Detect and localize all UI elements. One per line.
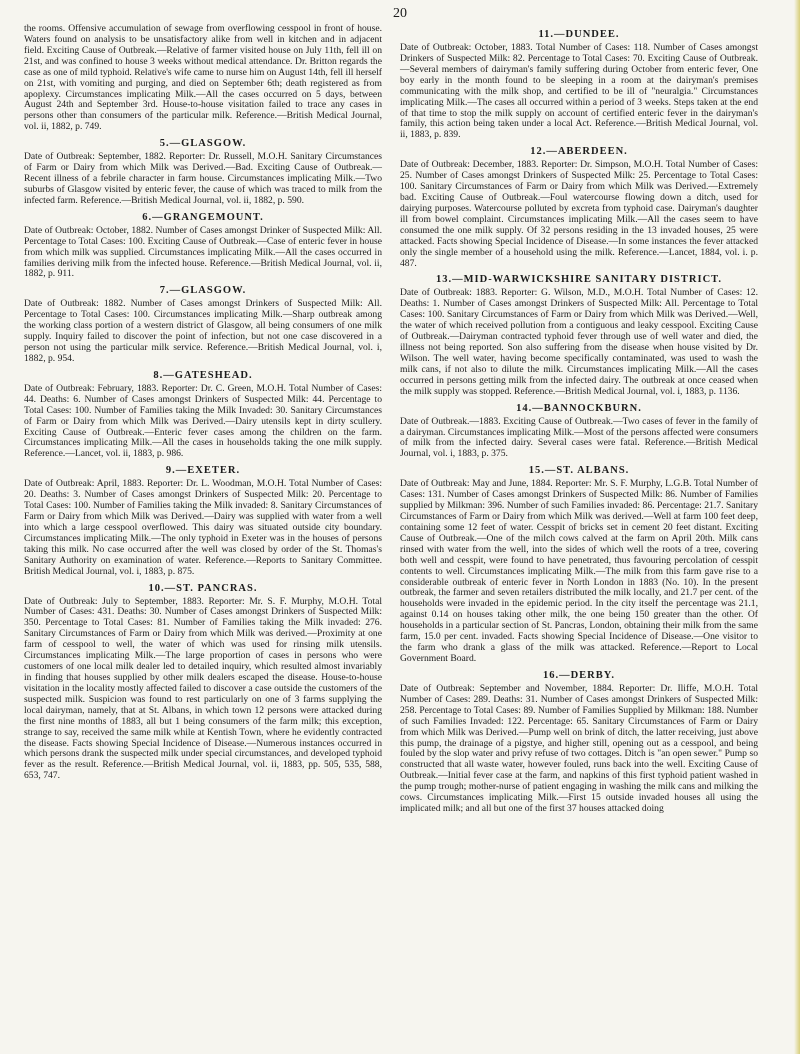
entry-heading: 8.—GATESHEAD. — [153, 369, 253, 381]
entry-exeter — [24, 465, 382, 577]
entry-glasgow-1882-sep — [24, 138, 382, 207]
entry-body: Date of Outbreak: December, 1883. Reporter: Dr. Simpson, M.O.H. Total Number of Cases: 25. Number of Cases amongst Drinkers of Suspected Milk: 25. Percentage to Total Cases: 100. Sanitary Circumstances of Farm or Dairy from which Milk was Derived.—Extremely bad. Exciting Cause of Outbreak.—Foul watercourse flowing down a ditch, used for dairying purposes. Watercourse polluted by excreta from typhoid case. Dairyman's daughter ill from bowel complaint. Circumstances implicating Milk.—All the cases seem to have consumed the one milk supply. Of 32 persons residing in the 13 invaded houses, 25 were attacked. Facts showing Special Incidence of Disease.—In some instances the fever attacked only the single member of a household using the milk. Reference.—Lancet, 1884, vol. i. p. 487. — [400, 159, 758, 269]
entry-body: Date of Outbreak: 1882. Number of Cases amongst Drinkers of Suspected Milk: All. Percentage to Total Cases: 100. Circumstances implicating Milk.—Sharp outbreak among the working class portion of a western district of Glasgow, all being consumers of one milk supply. Inquiry failed to discover the point of infection, but not one case discovered in a person not using the particular milk service. Reference.—British Medical Journal, vol. i, 1882, p. 954. — [24, 298, 382, 364]
page-number: 20 — [393, 6, 407, 21]
entry-heading: 14.—BANNOCKBURN. — [516, 402, 642, 414]
entry-heading: 13.—MID-WARWICKSHIRE SANITARY DISTRICT. — [435, 274, 723, 286]
entry-heading: 16.—DERBY. — [542, 669, 616, 681]
entry-grangemount — [24, 212, 382, 281]
entry-st-pancras — [24, 583, 382, 783]
entry-body: Date of Outbreak: 1883. Reporter: G. Wilson, M.D., M.O.H. Total Number of Cases: 12. Deaths: 1. Number of Cases amongst Drinkers of Suspected Milk: All. Percentage to Total Cases: 100. Sanitary Circumstances of Farm or Dairy from which Milk was Derived.—Well, the water of which received pollution from a contiguous and leaky cesspool. Exciting Cause of Outbreak.—Dairyman contracted typhoid fever through use of well water and died, the illness not being reported. Son also suffering from the disease when house visited by Dr. Wilson. The well water, having become specifically contaminated, was used to wash the milk cans, if not also to dilute the milk. Circumstances implicating Milk.—All the cases occurred in persons getting milk from the infected dairy. The outbreak at once ceased when the milk supply was stopped. Reference.—British Medical Journal, vol. i, 1883, p. 1136. — [400, 287, 758, 397]
entry-dundee — [400, 29, 758, 141]
entry-body: Date of Outbreak: September, 1882. Reporter: Dr. Russell, M.O.H. Sanitary Circumstances of Farm or Dairy from which Milk was Derived.—Bad. Exciting Cause of Outbreak.—Recent illness of a febrile character in farm house. Circumstances implicating Milk.—Two suburbs of Glasgow visited by enteric fever, the cause of which was traced to milk from the infected farm. Reference.—British Medical Journal, vol. ii, 1882, p. 590. — [24, 151, 382, 206]
entry-st-albans — [400, 465, 758, 665]
entry-gateshead — [24, 370, 382, 460]
entry-aberdeen — [400, 146, 758, 269]
entry-body: Date of Outbreak: April, 1883. Reporter: Dr. L. Woodman, M.O.H. Total Number of Cases: 20. Deaths: 3. Number of Cases amongst Drinkers of Suspected Milk: 20. Percentage to Total Cases: 100. Number of Families taking the Milk invaded: 8. Sanitary Circumstances of Farm or Dairy from which Milk was Derived.—Dairy was supplied with water from a well into which a large cesspool overflowed. This dairy was situated outside city boundary. Circumstances implicating Milk.—The only typhoid in Exeter was in the houses of persons taking this milk. No case occurred after the well was closed by order of the St. Thomas's Sanitary Authority on examination of water. Reference.—Reports to Sanitary Committee. British Medical Journal, vol. i, 1883, p. 875. — [24, 478, 382, 577]
right-column — [400, 24, 758, 820]
entry-heading: 7.—GLASGOW. — [159, 285, 247, 297]
left-intro-paragraph: the rooms. Offensive accumulation of sewage from overflowing cesspool in front of house. Waters found on analysis to be unsatisfactory alike from well in kitchen and in adjacent field. Exciting Cause of Outbreak.—Relative of farmer visited house on July 11th, fell ill on 21st, and was confined to house 3 weeks without medical attendance. Dr. Britton regards the case as one of mild typhoid. Relative's wife came to nurse him on August 14th, fell ill herself on 21st, with vomiting and purging, and died on September 6th; death registered as from apoplexy. Circumstances implicating Milk.—All the cases occurred on 5 days, between August 24th and September 3rd. House-to-house visitation failed to trace any cases in persons other than consumers of the particular milk. Reference.—British Medical Journal, vol. ii, 1882, p. 749. — [24, 23, 382, 133]
entry-body: Date of Outbreak: October, 1882. Number of Cases amongst Drinker of Suspected Milk: All. Percentage to Total Cases: 100. Exciting Cause of Outbreak.—Case of enteric fever in house from which milk was supplied. Circumstances implicating Milk.—All the cases occurred in families deriving milk from the infected house. Reference.—British Medical Journal, vol. ii, 1882, p. 911. — [24, 224, 382, 280]
page-edge-shading — [794, 0, 800, 1054]
entry-glasgow-1882 — [24, 285, 382, 365]
entry-heading: 6.—GRANGEMOUNT. — [142, 211, 264, 223]
left-column — [24, 24, 382, 787]
entry-heading: 5.—GLASGOW. — [159, 138, 247, 150]
entry-body: Date of Outbreak: May and June, 1884. Reporter: Mr. S. F. Murphy, L.G.B. Total Number of Cases: 131. Number of Cases amongst Drinkers of Suspected Milk: 86. Number of Families supplied by Milkman: 396. Number of such Families invaded: 86. Percentage: 21.7. Sanitary Circumstances of Farm or Dairy from which Milk was derived.—Well at farm 100 feet deep, containing some 12 feet of water. Cesspit of bricks set in cement 20 feet distant. Exciting Cause of Outbreak.—One of the milch cows calved at the farm on April 20th. Milk cans rinsed with water from the well, into the sides of which well the roots of a tree, covering both well and cesspit, were found to have penetrated, thus favouring percolation of cesspit contents to well. Circumstances implicating Milk.—The milk from this farm gave rise to a considerable outbreak of enteric fever in North London in 1883 (No. 10). In the present outbreak, the farmer and seven retailers distributed the milk locally, and 21.7 per cent. of the households were invaded in the epidemic period. In the city itself the percentage was 21.1, against 0.14 on houses taking other milk, the one being 150 greater than the other. Of households in a particular section of St. Pancras, London, obtaining their milk from the same farm, 15.0 per cent. invaded. Facts showing Special Incidence of Disease.—One visitor to the farm who drank a glass of the milk was attacked. Reference.—Report to Local Government Board. — [400, 478, 758, 665]
entry-heading: 9.—EXETER. — [165, 465, 241, 477]
entry-derby — [400, 670, 758, 815]
entry-bannockburn — [400, 403, 758, 461]
entry-heading: 15.—ST. ALBANS. — [528, 465, 630, 477]
entry-body: Date of Outbreak: September and November, 1884. Reporter: Dr. Iliffe, M.O.H. Total Number of Cases: 289. Deaths: 31. Number of Cases amongst Drinkers of Suspected Milk: 258. Percentage to Total Cases: 89. Number of Families Supplied by Milkman: 188. Number of such Families Invaded: 122. Percentage: 65. Sanitary Circumstances of Farm or Dairy from which Milk was Derived.—Pump well on brink of ditch, the latter receiving, just above this pump, the drainage of a pigstye, and higher still, opening out as a cesspool, and being fouled by the slop water and privy refuse of two cottages. Ditch is "an open sewer." Pump so constructed that all waste water, however fouled, runs back into the well. Exciting Cause of Outbreak.—Initial fever case at the farm, and napkins of this first typhoid patient washed in the pump trough; mother-nurse of patient engaging in washing the milk cans and milking the cows. Circumstances implicating Milk.—First 15 outside invaded houses all using the implicated milk; and all but one of the first 37 houses attacked doing — [400, 682, 758, 815]
entry-body: Date of Outbreak: February, 1883. Reporter: Dr. C. Green, M.O.H. Total Number of Cases: 44. Deaths: 6. Number of Cases amongst Drinkers of Suspected Milk: 44. Percentage to Total Cases: 100. Number of Families taking the Milk Invaded: 30. Sanitary Circumstances of Farm or Dairy from which Milk was Derived.—Dairy utensils kept in dirty scullery. Exciting Cause of Outbreak.—Enteric fever cases among the children on the farm. Circumstances implicating Milk.—All the cases in households taking the one milk supply. Reference.—Lancet, vol. ii, 1883, p. 986. — [24, 382, 382, 460]
entry-body: Date of Outbreak: July to September, 1883. Reporter: Mr. S. F. Murphy, M.O.H. Total Number of Cases: 431. Deaths: 30. Number of Cases amongst Drinkers of Suspected Milk: 350. Percentage to Total Cases: 81. Number of Families taking the Milk invaded: 276. Sanitary Circumstances of Farm or Dairy from which Milk was derived.—Proximity at one farm of cesspool to well, the water of which was used for rinsing milk utensils. Circumstances implicating Milk.—The large proportion of cases in persons who were customers of one local milk dealer led to detailed inquiry, which resulted almost invariably in finding that houses supplied by other milk dealers escaped the disease. House-to-house visitation in the locality mostly affected failed to discover a case outside the customers of the suspected milk. Suspicion was found to rest particularly on one of 3 farms supplying the local dairyman, namely, that at St. Albans, in which town 12 persons were attacked during the first nine months of 1883, all but 1 being consumers of the farm milk; this exception, strange to say, received the same milk while at Kentish Town, where he evidently contracted the disease. Facts showing Special Incidence of Disease.—Numerous instances occurred in which persons drank the suspected milk under special circumstances, and developed typhoid fever as the result. Reference.—British Medical Journal, vol. ii, 1883, pp. 505, 535, 588, 653, 747. — [24, 595, 382, 782]
entry-heading: 10.—ST. PANCRAS. — [148, 582, 258, 594]
entry-heading: 11.—DUNDEE. — [538, 29, 620, 40]
entry-body: Date of Outbreak.—1883. Exciting Cause of Outbreak.—Two cases of fever in the family of a dairyman. Circumstances implicating Milk.—Most of the persons affected were consumers of milk from the infected dairy. Several cases were fatal. Reference.—British Medical Journal, vol. i, 1883, p. 375. — [400, 415, 758, 460]
entry-mid-warwickshire — [400, 274, 758, 397]
entry-body: Date of Outbreak: October, 1883. Total Number of Cases: 118. Number of Cases amongst Drinkers of Suspected Milk: 82. Percentage to Total Cases: 70. Exciting Cause of Outbreak.—Several members of dairyman's family suffering during October from enteric fever, One boy early in the month found to be sleeping in a room at the dairyman's premises communicating with the milk shop, and certified to be ill of "neuralgia." Circumstances implicating Milk.—The cases all occurred within a period of 3 weeks. Steps taken at the end of that time to stop the milk supply on account of certified enteric fever in the dairyman's family, this action being taken under a local Act. Reference.—British Medical Journal, vol. ii, 1883, p. 839. — [400, 41, 758, 141]
entry-heading: 12.—ABERDEEN. — [530, 146, 628, 158]
